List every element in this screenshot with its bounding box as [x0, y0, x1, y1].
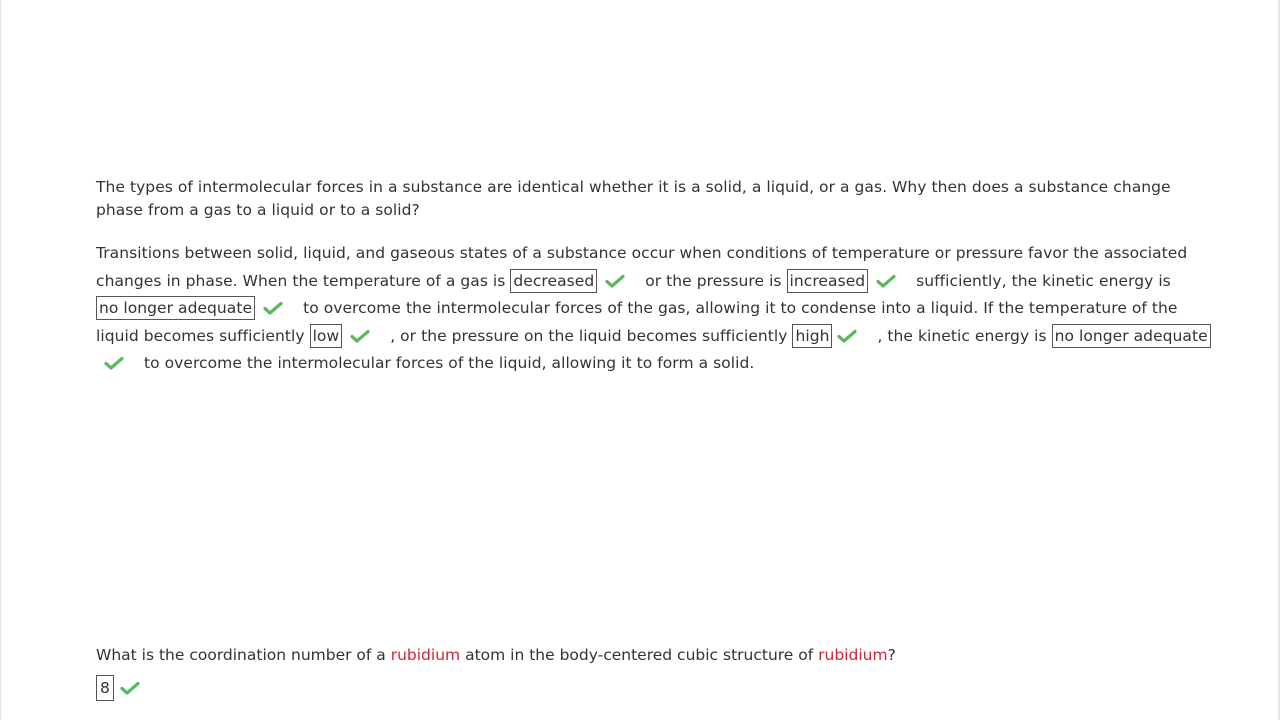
checkmark-icon — [837, 329, 857, 343]
window-left-edge — [0, 0, 1, 720]
question-2-answer — [96, 675, 160, 701]
answer-text-segment: Transitions between solid, liquid, and gaseous states of a substance occur when conditions of temperature or pressure favor the associated changes in phase. When the temperature of a gas is — [96, 244, 1188, 290]
element-link-rubidium[interactable]: rubidium — [390, 646, 461, 664]
question-text: What is the coordination number of a — [96, 646, 391, 664]
answer-text-segment: , or the pressure on the liquid becomes sufficiently — [390, 326, 793, 345]
question-text: ? — [887, 646, 896, 664]
element-link-rubidium[interactable]: rubidium — [818, 646, 888, 664]
coordination-number-answer[interactable]: 8 — [96, 675, 114, 701]
answer-text-segment: sufficiently, the kinetic energy is — [916, 271, 1171, 290]
question-2-prompt — [96, 644, 1216, 666]
answer-text-segment: or the pressure is — [645, 271, 787, 290]
blank-temperature-gas[interactable]: decreased — [510, 269, 597, 293]
checkmark-icon — [263, 301, 283, 315]
blank-pressure-gas[interactable]: increased — [787, 269, 869, 293]
blank-kinetic-energy-gas[interactable]: no longer adequate — [96, 296, 255, 320]
checkmark-icon — [605, 274, 625, 288]
question-1-answer-paragraph — [96, 240, 1216, 378]
checkmark-icon — [120, 681, 140, 695]
answer-text-segment: to overcome the intermolecular forces of the liquid, allowing it to form a solid. — [144, 354, 755, 372]
blank-kinetic-energy-liquid[interactable]: no longer adequate — [1052, 324, 1211, 348]
question-text: atom in the body-centered cubic structure of — [460, 646, 819, 664]
answer-text-segment: , the kinetic energy is — [877, 326, 1052, 345]
blank-pressure-liquid[interactable]: high — [792, 324, 832, 348]
question-1-prompt: The types of intermolecular forces in a substance are identical whether it is a solid, a liquid, or a gas. Why then does a substance change phase from a gas to a liquid or to a solid? — [96, 178, 1171, 219]
checkmark-icon — [104, 356, 124, 370]
checkmark-icon — [350, 329, 370, 343]
blank-temperature-liquid[interactable]: low — [310, 324, 343, 348]
answer-text-segment: to overcome the intermolecular forces of the gas, allowing it to condense into a liquid. If the temperature of the liquid becomes sufficiently — [96, 299, 1178, 345]
checkmark-icon — [876, 274, 896, 288]
